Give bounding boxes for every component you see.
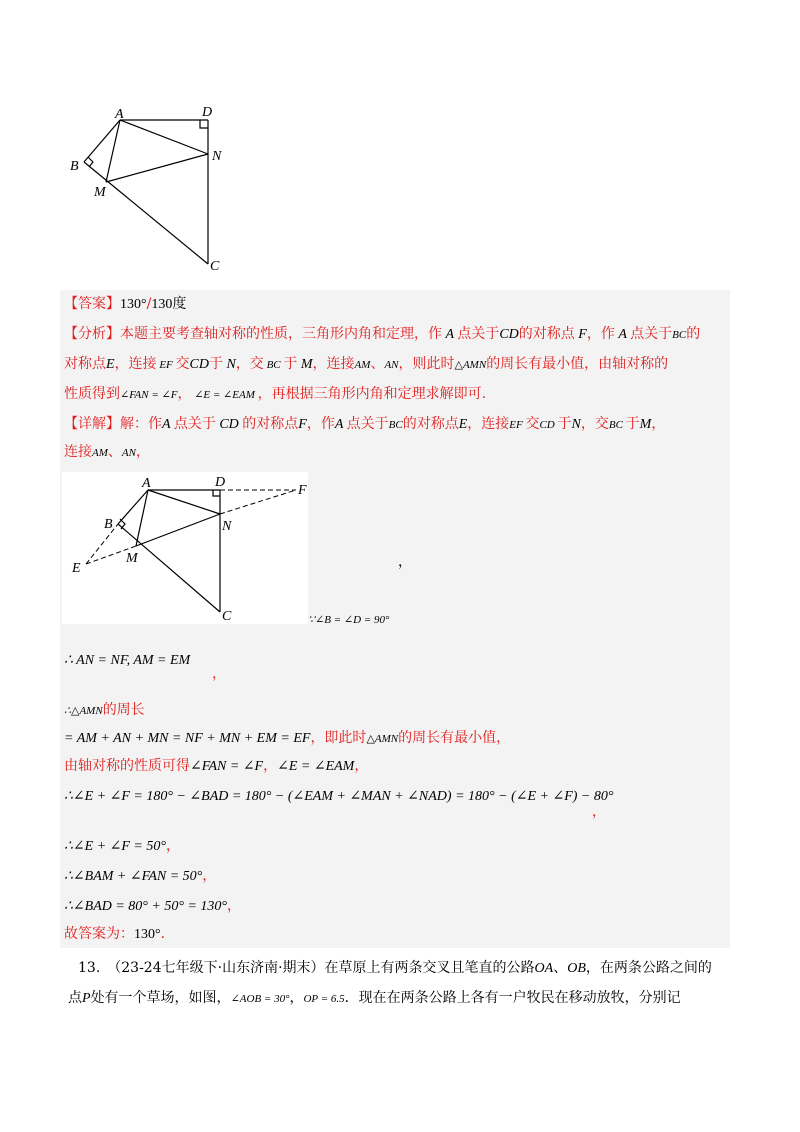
detail-text-2c: ， (135, 444, 150, 460)
question-13-line-1 (78, 958, 712, 979)
question-point-p: P (82, 991, 91, 1006)
label-b: B (70, 159, 79, 174)
step-9-text: 故答案为： (64, 926, 134, 942)
detail-text-1k: 于 (625, 416, 640, 432)
question-angle-aob: ∠AOB = 30° (230, 993, 290, 1005)
segment-ab (118, 490, 148, 524)
segment-bc (84, 162, 208, 264)
question-op: OP = 6.5 (303, 993, 345, 1005)
analysis-text-2f: 于 (283, 356, 298, 372)
detail-text-1c: 的对称点 (242, 416, 299, 432)
label-f: F (298, 483, 307, 498)
step-1-tail: ， (212, 666, 226, 682)
analysis-line-1: 【分析】本题主要考查轴对称的性质，三角形内角和定理，作 A 点关于CD的对称点 F，作 A 点关于BC的 (64, 326, 701, 342)
segment-mn (106, 154, 208, 182)
step-8 (64, 896, 241, 917)
step-3 (64, 728, 510, 749)
question-text-1a: 13. （23-24七年级下·山东济南·期末）在草原上有两条交叉且笔直的公路 (78, 960, 535, 976)
step-9 (64, 924, 165, 945)
segment-bc (118, 524, 220, 612)
analysis-text-1c: 的对称点 (518, 326, 575, 342)
question-text-2a: 点 (68, 990, 82, 1006)
step-4 (64, 756, 368, 777)
answer-value-deg: 130° (120, 297, 147, 312)
segment-am (106, 120, 120, 182)
question-text-2e: ， (289, 990, 304, 1006)
analysis-text-2c: 交 (175, 356, 190, 372)
detail-text-1d: ，作 (306, 416, 335, 432)
step-3-math: = AM + AN + MN = NF + MN + EM = EF (64, 731, 311, 746)
right-angle-b (120, 519, 125, 529)
segment-an (148, 490, 220, 514)
detail-tag: 【详解】 (64, 416, 120, 432)
figure-trailing-comma: ， (398, 554, 412, 570)
figure-reflection-mid (62, 472, 308, 624)
analysis-text-3a: 性质得到 (64, 386, 120, 402)
detail-text-2a: 连接 (64, 444, 92, 460)
step-6 (64, 836, 180, 857)
question-oa: OA (534, 961, 554, 976)
step-5-math: ∴∠E + ∠F = 180° − ∠BAD = 180° − (∠EAM + ∠MAN + ∠NAD) = 180° − (∠E + ∠F) − 80° (64, 789, 614, 804)
question-text-2c: 处有一个草场，如图， (90, 990, 231, 1006)
step-2-math: ∴△AMN (64, 705, 103, 717)
figure-quadrilateral-top (60, 100, 240, 275)
label-b: B (104, 517, 113, 532)
step-4-text: 由轴对称的性质可得 (64, 758, 190, 774)
analysis-line-2: 对称点E，连接 EF 交CD于 N，交 BC 于 M，连接AM、AN，则此时△AMN的周长有最小值，由轴对称的 (64, 356, 669, 372)
step-5 (64, 786, 613, 807)
analysis-text-2d: 于 (208, 356, 223, 372)
label-d: D (215, 475, 226, 490)
label-m: M (94, 185, 106, 200)
step-9-value: 130° (134, 927, 161, 942)
step-6-tail: ， (165, 838, 180, 854)
detail-text-1a: 解：作 (120, 416, 162, 432)
answer-tag: 【答案】 (64, 296, 120, 312)
question-ob: OB (567, 961, 586, 976)
step-7 (64, 866, 216, 887)
step-2-text: 的周长 (102, 702, 145, 718)
step-1-math: ∴ AN = NF, AM = EM (64, 653, 191, 668)
detail-text-1j: ，交 (580, 416, 609, 432)
step-3-text-2: 的周长有最小值， (398, 730, 511, 746)
label-n: N (222, 519, 232, 534)
segment-an (120, 120, 208, 154)
label-c: C (222, 609, 232, 624)
label-e: E (72, 561, 81, 576)
analysis-text-1b: 点关于 (457, 326, 500, 342)
right-angle-d (213, 490, 220, 496)
answer-line (64, 294, 186, 315)
detail-text-1i: 于 (557, 416, 572, 432)
step-6-math: ∴∠E + ∠F = 50° (64, 839, 166, 854)
step-9-tail: . (160, 926, 166, 942)
question-text-2g: ．现在在两条公路上各有一户牧民在移动放牧，分别记 (344, 990, 681, 1006)
analysis-tag: 【分析】 (64, 326, 120, 342)
question-text-1e: ，在两条公路之间的 (585, 960, 712, 976)
label-d: D (202, 105, 213, 120)
detail-text-1e: 点关于 (346, 416, 389, 432)
step-7-math: ∴∠BAM + ∠FAN = 50° (64, 869, 203, 884)
detail-line-2: 连接AM、AN， (64, 444, 150, 460)
right-angle-d (200, 120, 208, 128)
step-8-tail: ， (227, 898, 241, 914)
step-4-tail: ， (354, 758, 369, 774)
analysis-text-1: 本题主要考查轴对称的性质，三角形内角和定理，作 (120, 326, 442, 342)
label-c: C (210, 259, 220, 274)
analysis-line-3: 性质得到∠FAN = ∠F， ∠E = ∠EAM ，再根据三角形内角和定理求解即可. (64, 386, 487, 402)
analysis-text-1e: 点关于 (630, 326, 673, 342)
analysis-text-2i: ，则此时 (398, 356, 455, 372)
step-2 (64, 700, 145, 721)
step-3-triangle: △AMN (366, 733, 399, 745)
analysis-text-2g: ，连接 (312, 356, 355, 372)
analysis-text-3c: ，再根据三角形内角和定理求解即可. (257, 386, 487, 402)
detail-text-1f: 的对称点 (402, 416, 459, 432)
analysis-text-2j: 的周长有最小值，由轴对称的 (486, 356, 669, 372)
detail-text-1b: 点关于 (173, 416, 216, 432)
analysis-text-2h: 、 (370, 356, 385, 372)
analysis-text-2b: ，连接 (114, 356, 157, 372)
step-8-math: ∴∠BAD = 80° + 50° = 130° (64, 899, 227, 914)
analysis-text-1f: 的 (686, 326, 701, 342)
detail-text-2b: 、 (107, 444, 122, 460)
label-a: A (142, 476, 151, 491)
answer-sep: / (146, 296, 152, 312)
analysis-text-2a: 对称点 (64, 356, 106, 372)
segment-ab (84, 120, 120, 162)
step-1 (64, 650, 190, 671)
detail-text-1g: ，连接 (467, 416, 510, 432)
label-n: N (212, 149, 222, 164)
step-7-tail: ， (202, 868, 217, 884)
segment-nf-dashed (220, 490, 296, 514)
detail-text-1h: 交 (525, 416, 540, 432)
step-4-math-1: ∠FAN = ∠F (190, 759, 264, 774)
detail-line-1: 【详解】解：作A 点关于 CD 的对称点F，作A 点关于BC的对称点E，连接EF 交CD 于N，交BC 于M， (64, 416, 666, 432)
question-13-line-2 (68, 988, 681, 1009)
question-text-1c: 、 (553, 960, 568, 976)
step-4-sep: ， (263, 758, 278, 774)
answer-value-word: 130度 (151, 297, 187, 312)
label-a: A (115, 107, 124, 122)
segment-mn (136, 514, 220, 546)
step-3-text: ，即此时 (310, 730, 367, 746)
analysis-text-1d: ，作 (586, 326, 615, 342)
analysis-text-3b: ， (177, 386, 192, 402)
step-4-math-2: ∠E = ∠EAM (277, 759, 355, 774)
label-m: M (126, 551, 138, 566)
segment-am (136, 490, 148, 546)
step-5-tail: ， (592, 804, 606, 820)
analysis-text-2e: ，交 (235, 356, 264, 372)
step-0: ∵∠B = ∠D = 90° (308, 614, 390, 626)
